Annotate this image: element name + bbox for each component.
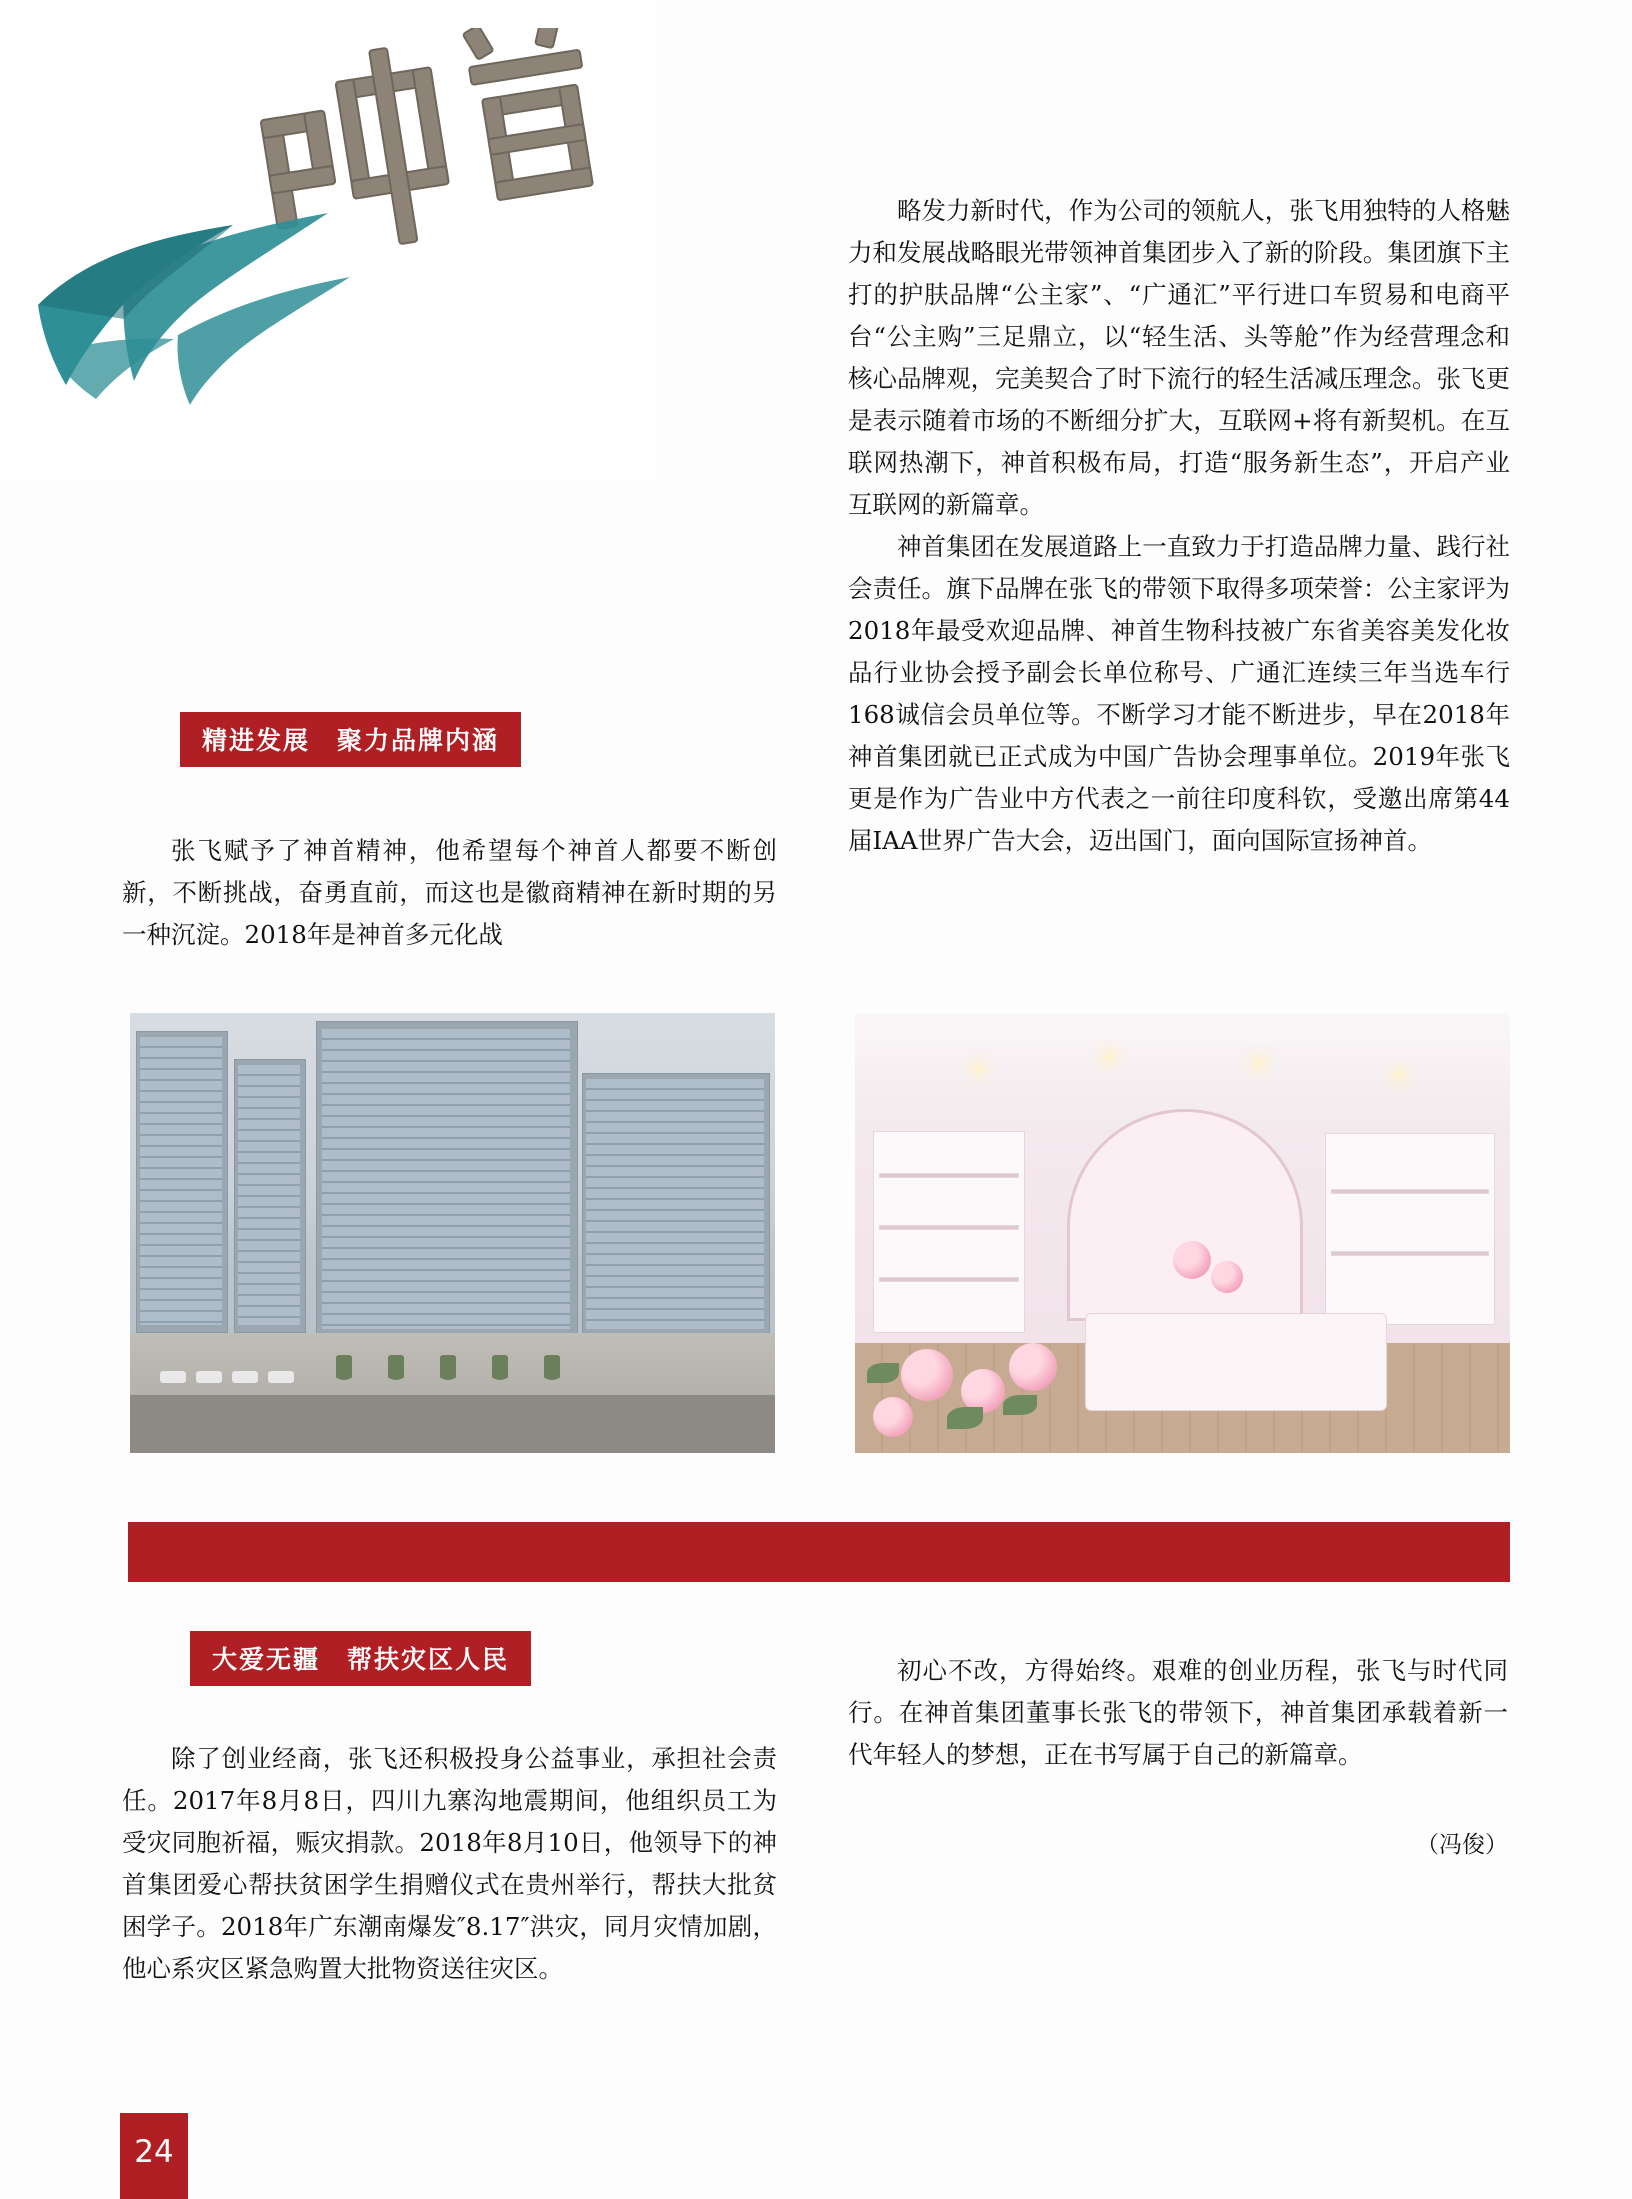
ceiling-light	[1255, 1059, 1263, 1067]
right-column-bottom	[848, 1650, 1508, 1776]
rose-flower	[873, 1397, 913, 1437]
right-column-top	[848, 190, 1510, 862]
left-column-paragraph-2	[122, 1738, 777, 1990]
page-number: 24	[120, 2113, 188, 2199]
paragraph-text: 略发力新时代，作为公司的领航人，张飞用独特的人格魅力和发展战略眼光带领神首集团步入了新的阶段。集团旗下主打的护肤品牌“公主家”、“广通汇”平行进口车贸易和电商平台“公主购”三足鼎立，以“轻生活、头等舱”作为经营理念和核心品牌观，完美契合了时下流行的轻生活减压理念。张飞更是表示随着市场的不断细分扩大，互联网+将有新契机。在互联网热潮下，神首积极布局，打造“服务新生态”，开启产业互联网的新篇章。	[848, 196, 1510, 519]
byline: （冯俊）	[1416, 1832, 1508, 1858]
paragraph-text: 张飞赋予了神首精神，他希望每个神首人都要不断创新，不断挑战，奋勇直前，而这也是徽商精神在新时期的另一种沉淀。2018年是神首多元化战	[122, 836, 777, 949]
photo-office-building	[130, 1013, 775, 1453]
product-shelf	[1325, 1133, 1495, 1325]
paragraph-text: 神首集团在发展道路上一直致力于打造品牌力量、践行社会责任。旗下品牌在张飞的带领下取得多项荣誉：公主家评为2018年最受欢迎品牌、神首生物科技被广东省美容美发化妆品行业协会授予副会长单位称号、广通汇连续三年当选车行168诚信会员单位等。不断学习才能不断进步，早在2018年神首集团就已正式成为中国广告协会理事单位。2019年张飞更是作为广告业中方代表之一前往印度科钦，受邀出席第44届IAA世界广告大会，迈出国门，面向国际宣扬神首。	[848, 532, 1510, 855]
paragraph-text: 初心不改，方得始终。艰难的创业历程，张飞与时代同行。在神首集团董事长张飞的带领下，神首集团承载着新一代年轻人的梦想，正在书写属于自己的新篇章。	[848, 1656, 1508, 1769]
building-glass-facade	[322, 1029, 570, 1329]
shelf-divider	[879, 1173, 1019, 1178]
paragraph-text: 除了创业经商，张飞还积极投身公益事业，承担社会责任。2017年8月8日，四川九寨沟地震期间，他组织员工为受灾同胞祈福，赈灾捐款。2018年8月10日，他领导下的神首集团爱心帮扶贫困学生捐赠仪式在贵州举行，帮扶大批贫困学子。2018年广东潮南爆发″8.17″洪灾，同月灾情加剧，他心系灾区紧急购置大批物资送往灾区。	[122, 1744, 777, 1983]
shelf-divider	[1331, 1251, 1489, 1256]
heading-tag-1-label: 精进发展 聚力品牌内涵	[180, 712, 521, 767]
rose-flower	[1173, 1241, 1211, 1279]
parked-car	[268, 1371, 294, 1383]
ceiling-light	[1105, 1053, 1113, 1061]
shelf-divider	[1331, 1189, 1489, 1194]
display-counter	[1085, 1313, 1387, 1411]
leaf	[947, 1407, 983, 1429]
left-column-paragraph-1	[122, 830, 777, 956]
ceiling-light	[1395, 1071, 1403, 1079]
building-glass-facade	[238, 1065, 300, 1325]
street-tree	[440, 1355, 456, 1389]
parked-car	[196, 1371, 222, 1383]
heading-tag-2-label: 大爱无疆 帮扶灾区人民	[190, 1631, 531, 1686]
product-shelf	[873, 1131, 1025, 1333]
shelf-divider	[879, 1225, 1019, 1230]
road	[130, 1395, 775, 1453]
parked-car	[160, 1371, 186, 1383]
rose-flower	[901, 1349, 953, 1401]
shelf-divider	[879, 1277, 1019, 1282]
ceiling-light	[975, 1065, 983, 1073]
photo-store-interior	[855, 1013, 1510, 1453]
heading-tag-1	[180, 712, 521, 767]
logo-figure	[0, 0, 655, 480]
bird-logo-icon	[28, 185, 358, 415]
street-tree	[544, 1355, 560, 1389]
building-glass-facade	[586, 1079, 764, 1329]
parked-car	[232, 1371, 258, 1383]
heading-tag-2	[190, 1631, 531, 1686]
leaf	[1003, 1395, 1037, 1415]
rose-flower	[1211, 1261, 1243, 1293]
building-glass-facade	[140, 1037, 222, 1325]
street-tree	[336, 1355, 352, 1389]
street-tree	[388, 1355, 404, 1389]
street-tree	[492, 1355, 508, 1389]
red-divider-bar	[128, 1522, 1510, 1582]
rose-flower	[1009, 1343, 1057, 1391]
leaf	[867, 1363, 899, 1383]
